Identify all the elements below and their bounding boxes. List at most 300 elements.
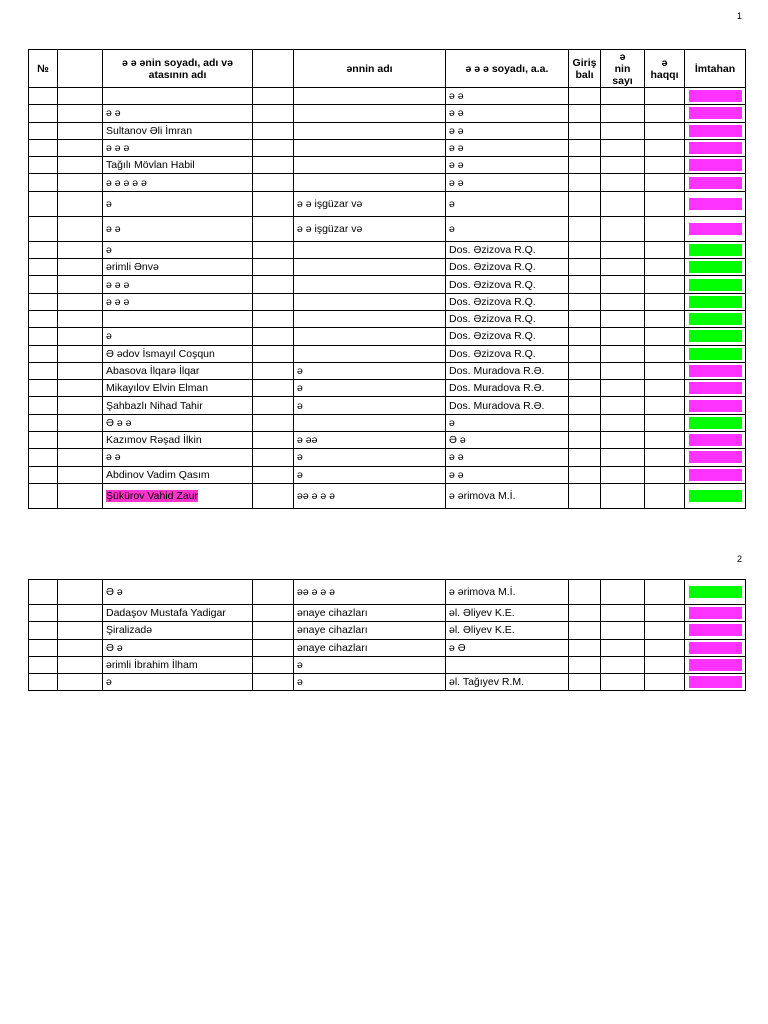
count-cell (601, 622, 645, 639)
row-number-cell (29, 105, 58, 122)
teacher-cell (446, 580, 569, 605)
student-name-cell (103, 380, 253, 397)
row-number-cell (29, 122, 58, 139)
exam-status-green (689, 330, 742, 342)
subject-cell (294, 157, 446, 174)
subject-cell (294, 580, 446, 605)
exam-cell (685, 276, 746, 293)
student-name-cell (103, 259, 253, 276)
student-name-cell (103, 122, 253, 139)
teacher-text: Dos. Əzizova R.Q. (449, 347, 536, 360)
count-cell (601, 580, 645, 605)
fee-cell (645, 432, 685, 449)
teacher-text: Dos. Muradova R.Ə. (449, 382, 545, 395)
table-row (29, 174, 746, 191)
teacher-cell (446, 345, 569, 362)
table-row (29, 191, 746, 216)
table-row (29, 157, 746, 174)
student-name-text: ə (106, 330, 112, 343)
header-subject: ənnin adı (294, 50, 446, 88)
row-number-cell (29, 432, 58, 449)
count-cell (601, 157, 645, 174)
empty-cell (58, 293, 103, 310)
table-row (29, 293, 746, 310)
student-name-text: ərimli İbrahim İlham (106, 659, 198, 672)
teacher-text: ə (449, 197, 455, 210)
fee-cell (645, 293, 685, 310)
student-name-text: ə ə (106, 222, 121, 235)
page-number: 1 (736, 11, 742, 21)
subject-text: ənaye cihazları (297, 624, 368, 637)
entry-score-cell (569, 191, 601, 216)
table-row (29, 656, 746, 673)
row-number-cell (29, 580, 58, 605)
student-name-text: Ə ə ə (106, 416, 132, 429)
exam-cell (685, 241, 746, 258)
fee-cell (645, 362, 685, 379)
empty-cell (253, 293, 294, 310)
fee-cell (645, 259, 685, 276)
row-number-cell (29, 674, 58, 691)
table-row (29, 88, 746, 105)
exam-status-magenta (689, 107, 742, 119)
subject-text: ə ə işgüzar və (297, 222, 363, 235)
empty-cell (253, 157, 294, 174)
subject-text: əə ə ə ə (297, 586, 335, 598)
row-number-cell (29, 380, 58, 397)
empty-cell (58, 174, 103, 191)
empty-cell (253, 380, 294, 397)
empty-cell (253, 397, 294, 414)
student-name-text: ə ə (106, 451, 121, 464)
row-number-cell (29, 174, 58, 191)
exam-status-magenta (689, 177, 742, 189)
subject-text: ə ə işgüzar və (297, 197, 363, 210)
fee-cell (645, 580, 685, 605)
table-row (29, 466, 746, 483)
count-cell (601, 414, 645, 431)
subject-text: ə əə (297, 434, 318, 447)
exam-cell (685, 380, 746, 397)
count-cell (601, 139, 645, 156)
teacher-text: ə ə (449, 176, 464, 189)
entry-score-cell (569, 259, 601, 276)
header-exam: İmtahan (685, 50, 746, 88)
count-cell (601, 656, 645, 673)
exam-cell (685, 174, 746, 191)
student-name-text: Şükürov Vahid Zaur (106, 489, 199, 502)
row-number-cell (29, 293, 58, 310)
table-row (29, 432, 746, 449)
entry-score-cell (569, 276, 601, 293)
count-cell (601, 241, 645, 258)
header-empty (58, 50, 103, 88)
exam-cell (685, 605, 746, 622)
fee-cell (645, 674, 685, 691)
empty-cell (58, 622, 103, 639)
empty-cell (58, 397, 103, 414)
student-name-cell (103, 449, 253, 466)
entry-score-cell (569, 580, 601, 605)
fee-cell (645, 622, 685, 639)
row-number-cell (29, 259, 58, 276)
subject-cell (294, 674, 446, 691)
count-cell (601, 362, 645, 379)
entry-score-cell (569, 466, 601, 483)
fee-cell (645, 605, 685, 622)
exam-status-green (689, 313, 742, 325)
row-number-cell (29, 139, 58, 156)
table-row (29, 380, 746, 397)
student-name-cell (103, 622, 253, 639)
entry-score-cell (569, 139, 601, 156)
student-name-cell (103, 216, 253, 241)
subject-text: ə (297, 399, 303, 412)
teacher-cell (446, 466, 569, 483)
subject-cell (294, 105, 446, 122)
count-cell (601, 174, 645, 191)
exam-cell (685, 466, 746, 483)
empty-cell (253, 580, 294, 605)
table-row (29, 580, 746, 605)
subject-cell (294, 276, 446, 293)
empty-cell (58, 380, 103, 397)
subject-cell (294, 432, 446, 449)
exam-status-magenta (689, 198, 742, 210)
teacher-text: ə (449, 222, 455, 235)
table-row (29, 345, 746, 362)
table-row (29, 483, 746, 508)
fee-cell (645, 414, 685, 431)
teacher-cell (446, 656, 569, 673)
empty-cell (58, 449, 103, 466)
table-row (29, 241, 746, 258)
count-cell (601, 397, 645, 414)
empty-cell (58, 414, 103, 431)
subject-cell (294, 380, 446, 397)
exam-status-magenta (689, 642, 742, 654)
student-name-cell (103, 276, 253, 293)
exam-cell (685, 414, 746, 431)
header-entry-score: Giriş balı (569, 50, 601, 88)
table-row (29, 605, 746, 622)
subject-cell (294, 414, 446, 431)
teacher-cell (446, 483, 569, 508)
fee-cell (645, 345, 685, 362)
exam-status-magenta (689, 607, 742, 619)
table-row (29, 139, 746, 156)
row-number-cell (29, 397, 58, 414)
fee-cell (645, 241, 685, 258)
student-name-text: Kazımov Rəşad İlkin (106, 434, 202, 447)
entry-score-cell (569, 432, 601, 449)
empty-cell (253, 449, 294, 466)
empty-cell (58, 157, 103, 174)
teacher-cell (446, 191, 569, 216)
exam-cell (685, 122, 746, 139)
student-name-cell (103, 639, 253, 656)
student-name-text: Ə ə (106, 586, 123, 598)
empty-cell (253, 605, 294, 622)
count-cell (601, 380, 645, 397)
fee-cell (645, 380, 685, 397)
table-row (29, 362, 746, 379)
student-name-cell (103, 88, 253, 105)
exam-status-green (689, 279, 742, 291)
empty-cell (253, 174, 294, 191)
table-row (29, 414, 746, 431)
exam-status-magenta (689, 659, 742, 671)
student-name-cell (103, 191, 253, 216)
exam-cell (685, 310, 746, 327)
row-number-cell (29, 157, 58, 174)
exam-cell (685, 483, 746, 508)
teacher-text: Dos. Əzizova R.Q. (449, 278, 536, 291)
fee-cell (645, 88, 685, 105)
exam-status-magenta (689, 676, 742, 688)
subject-text: ə (297, 382, 303, 395)
row-number-cell (29, 310, 58, 327)
subject-cell (294, 122, 446, 139)
student-name-text: Abasova İlqarə İlqar (106, 365, 200, 377)
empty-cell (253, 362, 294, 379)
empty-cell (58, 122, 103, 139)
exam-status-green (689, 490, 742, 502)
entry-score-cell (569, 105, 601, 122)
subject-cell (294, 191, 446, 216)
subject-cell (294, 483, 446, 508)
table-row (29, 310, 746, 327)
teacher-text: Dos. Muradova R.Ə. (449, 399, 545, 412)
entry-score-cell (569, 157, 601, 174)
exam-status-magenta (689, 469, 742, 481)
teacher-text: ə ə (449, 451, 464, 464)
header-count-label: nin sayı (612, 62, 633, 87)
student-name-text: ə ə ə ə ə (106, 176, 147, 189)
empty-cell (253, 622, 294, 639)
teacher-cell (446, 380, 569, 397)
student-name-text: Tağılı Mövlan Habil (106, 159, 195, 172)
subject-cell (294, 362, 446, 379)
count-cell (601, 259, 645, 276)
subject-cell (294, 241, 446, 258)
student-name-text: Abdinov Vadim Qasım (106, 468, 210, 481)
subject-cell (294, 174, 446, 191)
teacher-cell (446, 139, 569, 156)
subject-text: ə (297, 468, 303, 481)
empty-cell (253, 639, 294, 656)
empty-cell (58, 139, 103, 156)
empty-cell (58, 674, 103, 691)
exam-cell (685, 328, 746, 345)
row-number-cell (29, 241, 58, 258)
row-number-cell (29, 639, 58, 656)
exam-cell (685, 88, 746, 105)
empty-cell (253, 310, 294, 327)
teacher-text: ə ə (449, 159, 464, 172)
teacher-text: ə ə (449, 107, 464, 120)
teacher-text: əl. Əliyev K.E. (449, 607, 515, 620)
fee-cell (645, 656, 685, 673)
student-name-text: ə ə ə (106, 278, 130, 291)
student-name-cell (103, 362, 253, 379)
teacher-text: ə ərimova M.İ. (449, 586, 516, 598)
fee-cell (645, 328, 685, 345)
student-name-cell (103, 580, 253, 605)
entry-score-cell (569, 674, 601, 691)
entry-score-cell (569, 639, 601, 656)
empty-cell (253, 466, 294, 483)
teacher-cell (446, 362, 569, 379)
exam-status-green (689, 586, 742, 598)
subject-cell (294, 605, 446, 622)
fee-cell (645, 483, 685, 508)
teacher-cell (446, 397, 569, 414)
entry-score-cell (569, 241, 601, 258)
teacher-cell (446, 157, 569, 174)
exam-cell (685, 622, 746, 639)
student-name-cell (103, 310, 253, 327)
subject-cell (294, 310, 446, 327)
subject-cell (294, 139, 446, 156)
teacher-text: Dos. Muradova R.Ə. (449, 365, 545, 377)
exam-cell (685, 139, 746, 156)
teacher-text: Dos. Əzizova R.Q. (449, 295, 536, 308)
row-number-cell (29, 622, 58, 639)
subject-cell (294, 466, 446, 483)
empty-cell (58, 241, 103, 258)
student-name-cell (103, 674, 253, 691)
subject-cell (294, 656, 446, 673)
teacher-text: Dos. Əzizova R.Q. (449, 330, 536, 343)
exam-cell (685, 674, 746, 691)
table-body (29, 580, 746, 691)
exam-status-green (689, 296, 742, 308)
count-cell (601, 674, 645, 691)
student-name-text: ə ə (106, 107, 121, 120)
count-cell (601, 105, 645, 122)
exam-cell (685, 157, 746, 174)
empty-cell (58, 483, 103, 508)
subject-cell (294, 259, 446, 276)
row-number-cell (29, 88, 58, 105)
empty-cell (253, 259, 294, 276)
empty-cell (253, 656, 294, 673)
subject-text: əə ə ə ə (297, 489, 335, 502)
teacher-text: ə ə (449, 90, 464, 103)
teacher-text: əl. Əliyev K.E. (449, 624, 515, 637)
empty-cell (58, 580, 103, 605)
teacher-cell (446, 449, 569, 466)
count-cell (601, 310, 645, 327)
student-name-cell (103, 466, 253, 483)
student-name-text: Şahbazlı Nihad Tahir (106, 399, 203, 412)
empty-cell (58, 105, 103, 122)
entry-score-cell (569, 88, 601, 105)
entry-score-cell (569, 174, 601, 191)
page-number: 2 (736, 554, 742, 564)
teacher-text: ə (449, 416, 455, 429)
student-name-cell (103, 605, 253, 622)
teacher-cell (446, 432, 569, 449)
empty-cell (253, 191, 294, 216)
student-name-text: ə (106, 197, 112, 210)
count-cell (601, 191, 645, 216)
table-row (29, 622, 746, 639)
student-name-text: ə (106, 243, 112, 256)
teacher-cell (446, 122, 569, 139)
exam-cell (685, 397, 746, 414)
row-number-cell (29, 449, 58, 466)
exam-status-magenta (689, 159, 742, 171)
teacher-cell (446, 216, 569, 241)
count-cell (601, 328, 645, 345)
entry-score-cell (569, 293, 601, 310)
subject-text: ə (297, 365, 303, 377)
exam-status-magenta (689, 434, 742, 446)
count-cell (601, 345, 645, 362)
count-cell (601, 449, 645, 466)
fee-cell (645, 105, 685, 122)
student-name-cell (103, 241, 253, 258)
student-name-text: Ə ə (106, 641, 123, 654)
exam-status-magenta (689, 400, 742, 412)
count-cell (601, 605, 645, 622)
subject-cell (294, 293, 446, 310)
teacher-text: ə ə (449, 468, 464, 481)
exam-status-magenta (689, 382, 742, 394)
student-name-text: Mikayılov Elvin Elman (106, 382, 209, 395)
header-count (601, 50, 645, 88)
entry-score-cell (569, 328, 601, 345)
count-cell (601, 216, 645, 241)
teacher-cell (446, 174, 569, 191)
teacher-cell (446, 293, 569, 310)
student-name-text: Şiralizadə (106, 624, 153, 637)
table-row (29, 449, 746, 466)
fee-cell (645, 174, 685, 191)
exam-status-green (689, 417, 742, 429)
subject-cell (294, 345, 446, 362)
empty-cell (58, 216, 103, 241)
student-name-text: ə ə ə (106, 142, 130, 155)
table-row (29, 259, 746, 276)
teacher-cell (446, 241, 569, 258)
empty-cell (253, 88, 294, 105)
entry-score-cell (569, 345, 601, 362)
exam-status-magenta (689, 142, 742, 154)
row-number-cell (29, 345, 58, 362)
teacher-text: əl. Tağıyev R.M. (449, 676, 525, 689)
student-name-cell (103, 105, 253, 122)
student-name-text: ə (106, 676, 112, 689)
subject-text: ə (297, 451, 303, 464)
count-cell (601, 466, 645, 483)
exam-cell (685, 656, 746, 673)
empty-cell (58, 345, 103, 362)
fee-cell (645, 466, 685, 483)
empty-cell (253, 483, 294, 508)
teacher-text: ə ə (449, 142, 464, 155)
entry-score-cell (569, 483, 601, 508)
count-cell (601, 276, 645, 293)
entry-score-cell (569, 380, 601, 397)
exam-cell (685, 259, 746, 276)
teacher-text: Dos. Əzizova R.Q. (449, 261, 536, 274)
subject-cell (294, 639, 446, 656)
student-name-cell (103, 139, 253, 156)
student-name-text: Dadaşov Mustafa Yadigar (106, 607, 226, 620)
